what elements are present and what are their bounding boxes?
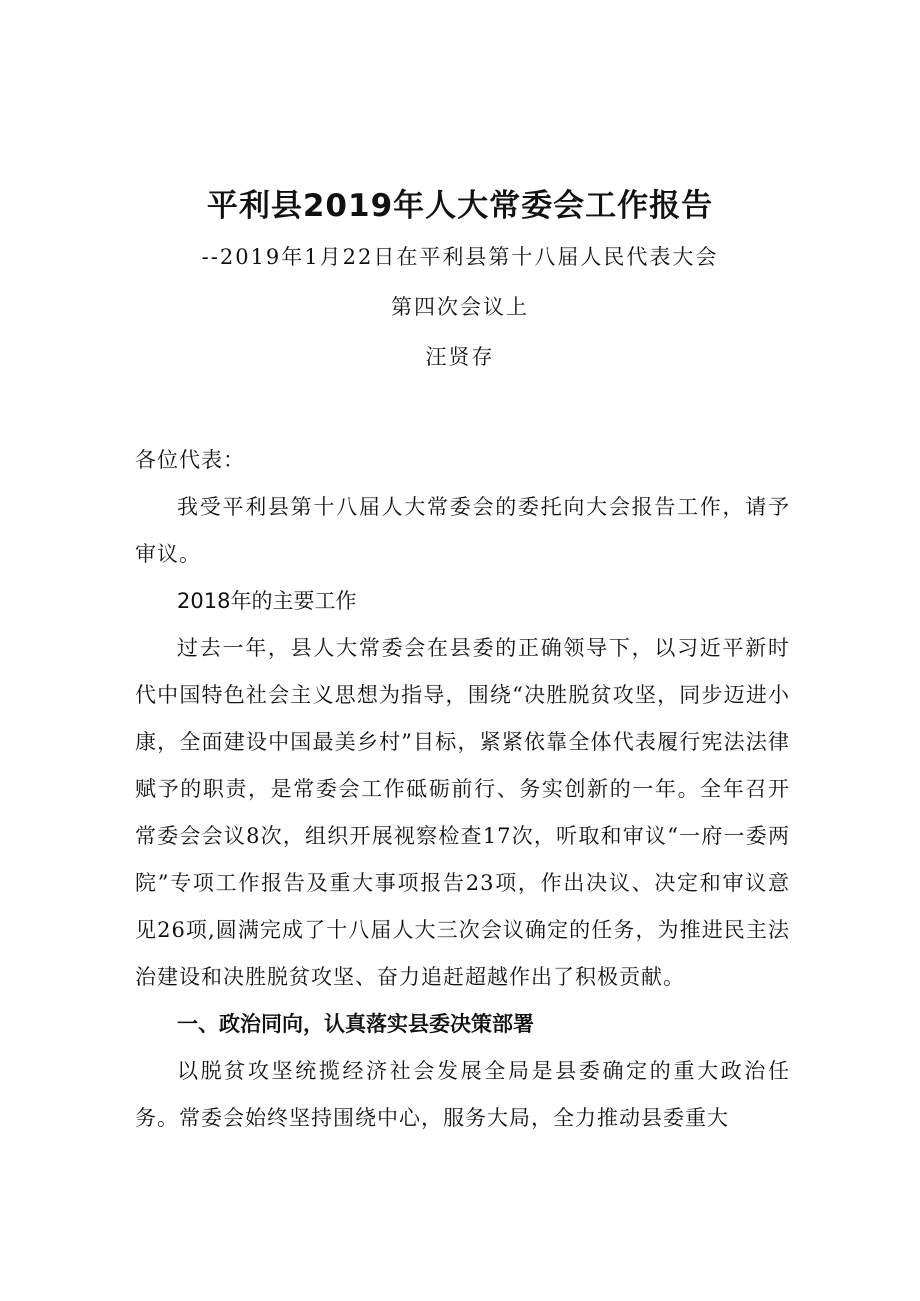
section-heading: 2018年的主要工作: [177, 589, 357, 613]
document-title: 平利县2019年人大常委会工作报告: [206, 188, 714, 224]
subtitle-line-1: --2019年1月22日在平利县第十八届人民代表大会: [201, 245, 719, 269]
salutation: 各位代表：: [135, 448, 245, 472]
work-summary-paragraph: 过去一年，县人大常委会在县委的正确领导下，以习近平新时代中国特色社会主义思想为指导，围绕“决胜脱贫攻坚，同步迈进小康，全面建设中国最美乡村”目标，紧紧依靠全体代表履行宪法法律赋予的职责，是常委会工作砥砺前行、务实创新的一年。全年召开常委会会议8次，组织开展视察检查17次，听取和审议“一府一委两院”专项工作报告及重大事项报告23项，作出决议、决定和审议意见26项,圆满完成了十八届人大三次会议确定的任务，为推进民主法治建设和决胜脱贫攻坚、奋力追赶超越作出了积极贡献。: [135, 636, 790, 989]
intro-paragraph: 我受平利县第十八届人大常委会的委托向大会报告工作，请予审议。: [135, 495, 790, 566]
author-name: 汪贤存: [425, 345, 495, 369]
report-body: [135, 437, 790, 1142]
part-one-heading: 一、政治同向，认真落实县委决策部署: [177, 1012, 534, 1036]
subtitle-line-2: 第四次会议上: [391, 295, 529, 319]
part-one-paragraph: 以脱贫攻坚统揽经济社会发展全局是县委确定的重大政治任务。常委会始终坚持围绕中心，服务大局，全力推动县委重大: [135, 1059, 790, 1130]
